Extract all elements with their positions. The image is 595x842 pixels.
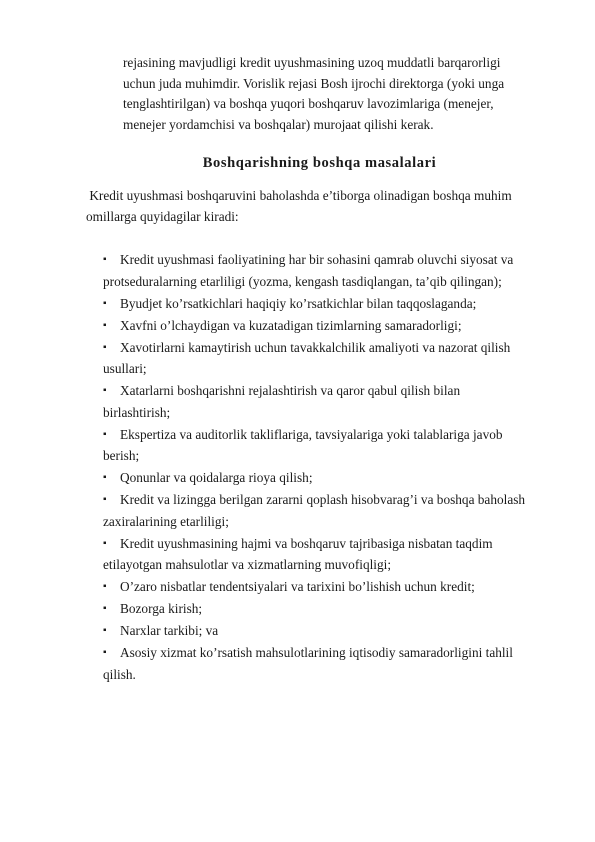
lead-paragraph (86, 185, 556, 227)
list-item-text: Narxlar tarkibi; va (120, 623, 219, 638)
list-item-text: birlashtirish; (103, 404, 171, 420)
bullet-icon: ▪ (103, 581, 107, 592)
list-item (103, 380, 553, 423)
list-item-text: Kredit va lizingga berilgan zararni qoplash hisobvarag’i va boshqa baholash (120, 492, 526, 507)
bullet-icon: ▪ (103, 428, 107, 440)
bullet-icon: ▪ (103, 385, 107, 396)
intro-line: uchun juda muhimdir. Vorislik rejasi Bosh ijrochi direktorga (yoki unga (123, 75, 505, 91)
list-item (103, 424, 553, 467)
section-heading: Boshqarishning boshqa masalalari (202, 155, 437, 171)
bullet-icon: ▪ (103, 647, 107, 658)
list-item-text: Asosiy xizmat ko’rsatish mahsulotlarining iqtisodiy samaradorligini tahlil (120, 645, 513, 660)
list-item-text: berish; (103, 448, 140, 463)
list-item (103, 489, 553, 532)
list-item-text: Kredit uyushmasi faoliyatining har bir sohasini qamrab oluvchi siyosat va (120, 252, 514, 267)
list-item (103, 576, 553, 598)
list-item (103, 620, 553, 642)
list-item-text: Kredit uyushmasining hajmi va boshqaruv tajribasiga nisbatan taqdim (120, 535, 493, 551)
bullet-icon: ▪ (103, 341, 107, 353)
intro-line: rejasining mavjudligi kredit uyushmasining uzoq muddatli barqarorligi (123, 55, 501, 70)
intro-paragraph (123, 53, 563, 135)
list-item-text: Ekspertiza va auditorlik takliflariga, tavsiyalariga yoki talablariga javob (120, 426, 503, 442)
bullet-icon: ▪ (103, 625, 107, 636)
bullet-icon: ▪ (103, 603, 107, 614)
list-item (103, 249, 553, 292)
list-item (103, 642, 553, 685)
list-item-text: etilayotgan mahsulotlar va xizmatlarning muvofiqligi; (103, 557, 392, 572)
bullet-icon: ▪ (103, 319, 107, 331)
list-item-text: qilish. (103, 666, 136, 682)
list-item-text: Qonunlar va qoidalarga rioya qilish; (120, 470, 313, 485)
list-item (103, 337, 553, 380)
list-item (103, 533, 553, 576)
list-item (103, 293, 553, 315)
list-item-text: Bozorga kirish; (120, 601, 203, 616)
bullet-icon: ▪ (103, 494, 107, 505)
intro-line: tenglashtirilgan) va boshqa yuqori boshqaruv lavozimlariga (menejer, (123, 96, 494, 111)
list-item (103, 467, 553, 489)
bullet-icon: ▪ (103, 254, 107, 265)
list-item-text: Xavotirlarni kamaytirish uchun tavakkalchilik amaliyoti va nazorat qilish (120, 339, 511, 355)
bullet-icon: ▪ (103, 297, 107, 309)
bullet-icon: ▪ (103, 472, 107, 483)
list-item (103, 598, 553, 620)
list-item-text: Xavfni o’lchaydigan va kuzatadigan tizimlarning samaradorligi; (120, 317, 462, 333)
list-item-text: zaxiralarining etarliligi; (103, 513, 229, 529)
intro-line: menejer yordamchisi va boshqalar) murojaat qilishi kerak. (123, 116, 434, 132)
lead-line: omillarga quyidagilar kiradi: (86, 209, 239, 224)
list-item (103, 315, 553, 337)
lead-line: Kredit uyushmasi boshqaruvini baholashda e’tiborga olinadigan boshqa muhim (86, 188, 512, 203)
list-item-text: O’zaro nisbatlar tendentsiyalari va tarixini bo’lishish uchun kredit; (120, 579, 475, 594)
factor-list (103, 249, 553, 686)
list-item-text: protseduralarning etarliligi (yozma, kengash tasdiqlangan, ta’qib qilingan); (103, 273, 502, 289)
list-item-text: usullari; (103, 361, 147, 376)
list-item-text: Xatarlarni boshqarishni rejalashtirish va qaror qabul qilish bilan (120, 383, 461, 398)
bullet-icon: ▪ (103, 537, 107, 549)
list-item-text: Byudjet ko’rsatkichlari haqiqiy ko’rsatkichlar bilan taqqoslaganda; (120, 295, 477, 311)
